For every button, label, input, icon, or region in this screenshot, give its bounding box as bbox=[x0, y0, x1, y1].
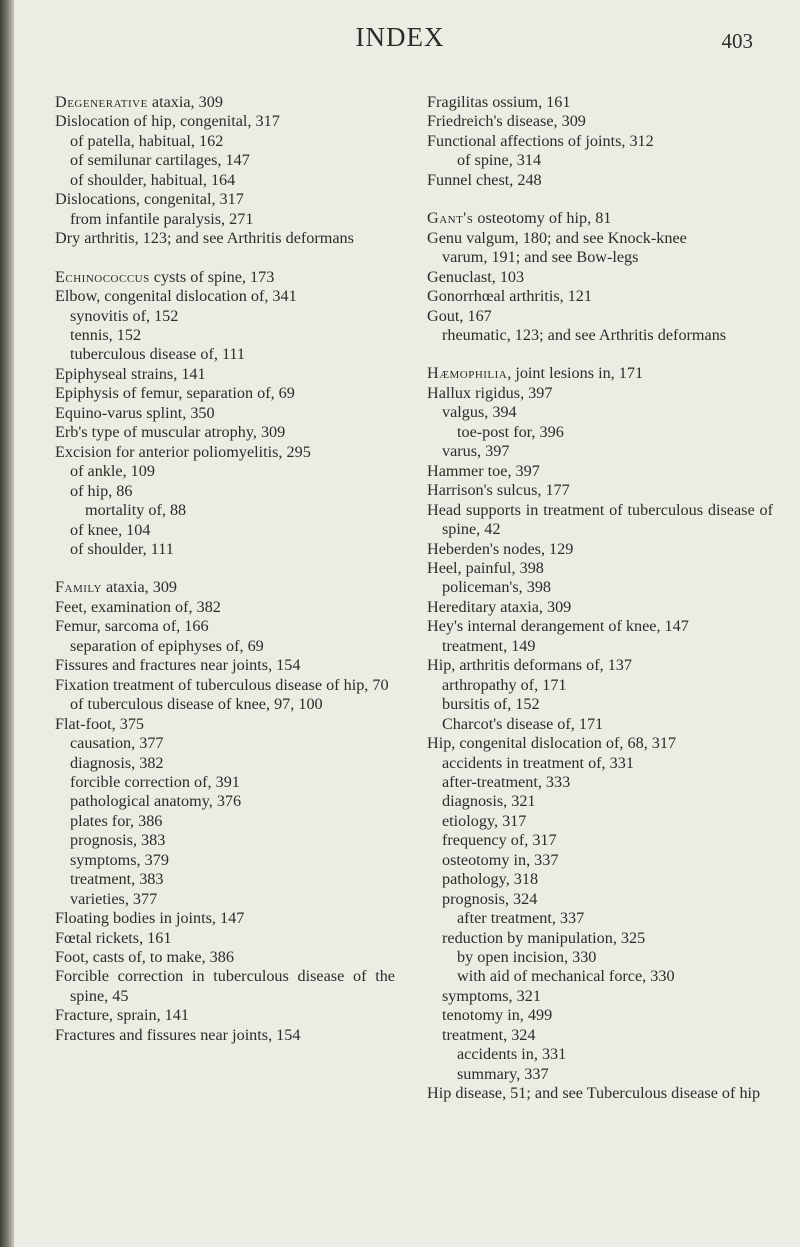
index-column-left bbox=[55, 93, 395, 1045]
index-entry bbox=[55, 812, 395, 831]
index-entry-text: Gout, 167 bbox=[427, 306, 492, 325]
index-entry bbox=[427, 1084, 773, 1103]
page-header bbox=[0, 22, 800, 62]
index-entry bbox=[427, 307, 773, 326]
index-entry-text: Hallux rigidus, 397 bbox=[427, 383, 553, 402]
index-entry-text: Floating bodies in joints, 147 bbox=[55, 909, 245, 928]
index-entry-text: Hip, arthritis deformans of, 137 bbox=[427, 656, 632, 675]
index-entry bbox=[55, 637, 395, 656]
index-entry-text: with aid of mechanical force, 330 bbox=[457, 967, 675, 986]
index-entry-text: diagnosis, 321 bbox=[442, 792, 536, 811]
index-entry bbox=[55, 268, 395, 287]
index-entry-text: Functional affections of joints, 312 bbox=[427, 131, 654, 150]
index-entry bbox=[427, 326, 773, 345]
index-entry-text: varieties, 377 bbox=[70, 889, 158, 908]
index-entry bbox=[427, 851, 773, 870]
index-entry bbox=[55, 229, 395, 248]
index-entry bbox=[55, 792, 395, 811]
index-entry-text: accidents in, 331 bbox=[457, 1045, 567, 1064]
page-number: 403 bbox=[721, 29, 753, 53]
index-entry-lead-word: Hæmophilia bbox=[427, 364, 508, 383]
index-entry bbox=[55, 715, 395, 734]
index-entry bbox=[55, 540, 395, 559]
index-entry bbox=[427, 1045, 773, 1064]
index-entry-text: Dry arthritis, 123; and see Arthritis deformans bbox=[55, 229, 354, 248]
index-entry bbox=[427, 637, 773, 656]
index-entry-text: of semilunar cartilages, 147 bbox=[70, 151, 250, 170]
index-entry-text: of hip, 86 bbox=[70, 481, 133, 500]
index-entry-text: Head supports in treatment of tuberculous disease of spine, 42 bbox=[427, 500, 773, 539]
index-entry-text: Elbow, congenital dislocation of, 341 bbox=[55, 287, 297, 306]
index-entry bbox=[427, 209, 773, 228]
index-entry-text: etiology, 317 bbox=[442, 811, 527, 830]
index-entry bbox=[427, 792, 773, 811]
index-entry bbox=[55, 929, 395, 948]
index-entry-text: after treatment, 337 bbox=[457, 909, 585, 928]
index-entry bbox=[427, 870, 773, 889]
index-entry bbox=[427, 909, 773, 928]
index-entry bbox=[55, 521, 395, 540]
index-entry bbox=[427, 967, 773, 986]
index-entry bbox=[55, 754, 395, 773]
index-entry bbox=[55, 773, 395, 792]
index-entry bbox=[55, 695, 395, 714]
index-entry bbox=[55, 93, 395, 112]
index-entry-text: cysts of spine, 173 bbox=[149, 267, 275, 286]
index-entry bbox=[55, 171, 395, 190]
index-entry-text: frequency of, 317 bbox=[442, 831, 557, 850]
index-entry bbox=[427, 1006, 773, 1025]
index-entry bbox=[427, 676, 773, 695]
index-entry bbox=[55, 851, 395, 870]
index-entry bbox=[427, 559, 773, 578]
index-entry bbox=[427, 987, 773, 1006]
index-entry-text: synovitis of, 152 bbox=[70, 306, 179, 325]
index-entry-text: of shoulder, habitual, 164 bbox=[70, 170, 236, 189]
index-entry bbox=[55, 890, 395, 909]
index-entry-text: Feet, examination of, 382 bbox=[55, 597, 221, 616]
index-entry-text: Epiphyseal strains, 141 bbox=[55, 364, 206, 383]
index-entry bbox=[427, 578, 773, 597]
index-entry-text: symptoms, 379 bbox=[70, 850, 169, 869]
index-entry bbox=[427, 598, 773, 617]
index-entry bbox=[427, 384, 773, 403]
index-entry bbox=[55, 656, 395, 675]
index-entry-text: Hip disease, 51; and see Tuberculous disease of hip bbox=[427, 1084, 761, 1103]
index-entry-text: tuberculous disease of, 111 bbox=[70, 345, 246, 364]
index-entry bbox=[427, 403, 773, 422]
index-entry-text: of patella, habitual, 162 bbox=[70, 131, 224, 150]
index-column-right bbox=[427, 93, 773, 1104]
index-entry bbox=[55, 734, 395, 753]
index-entry-text: Hereditary ataxia, 309 bbox=[427, 597, 572, 616]
index-entry-text: separation of epiphyses of, 69 bbox=[70, 636, 264, 655]
index-entry-text: causation, 377 bbox=[70, 734, 164, 753]
index-entry-text: , joint lesions in, 171 bbox=[507, 364, 644, 383]
index-entry-text: ataxia, 309 bbox=[101, 578, 178, 597]
index-entry bbox=[427, 248, 773, 267]
index-entry bbox=[55, 1026, 395, 1045]
index-entry bbox=[427, 734, 773, 753]
index-entry bbox=[55, 190, 395, 209]
index-entry bbox=[55, 384, 395, 403]
index-entry bbox=[427, 481, 773, 500]
index-entry-text: Heberden's nodes, 129 bbox=[427, 539, 574, 558]
index-entry-text: of knee, 104 bbox=[70, 520, 151, 539]
index-entry-text: tenotomy in, 499 bbox=[442, 1006, 553, 1025]
index-entry bbox=[55, 967, 395, 1006]
index-entry-text: prognosis, 383 bbox=[70, 831, 166, 850]
index-entry-text: tennis, 152 bbox=[70, 325, 142, 344]
index-entry bbox=[427, 423, 773, 442]
index-entry-text: accidents in treatment of, 331 bbox=[442, 753, 634, 772]
index-entry-text: reduction by manipulation, 325 bbox=[442, 928, 646, 947]
index-entry-text: Charcot's disease of, 171 bbox=[442, 714, 604, 733]
index-entry bbox=[427, 695, 773, 714]
index-entry bbox=[427, 442, 773, 461]
index-entry-text: treatment, 383 bbox=[70, 870, 164, 889]
index-entry-text: Equino-varus splint, 350 bbox=[55, 403, 215, 422]
index-entry-text: Epiphysis of femur, separation of, 69 bbox=[55, 384, 295, 403]
book-binding-edge bbox=[0, 0, 14, 1247]
index-entry bbox=[427, 754, 773, 773]
index-entry-lead-word: Gant's bbox=[427, 209, 474, 228]
index-entry-text: Dislocation of hip, congenital, 317 bbox=[55, 112, 280, 131]
index-entry bbox=[427, 229, 773, 248]
index-entry-text: varum, 191; and see Bow-legs bbox=[442, 248, 639, 267]
index-entry bbox=[55, 1006, 395, 1025]
index-entry-text: forcible correction of, 391 bbox=[70, 772, 240, 791]
index-entry bbox=[55, 112, 395, 131]
index-entry-text: policeman's, 398 bbox=[442, 578, 552, 597]
index-entry bbox=[55, 831, 395, 850]
index-entry-lead-word: Family bbox=[55, 578, 102, 597]
index-entry-text: of tuberculous disease of knee, 97, 100 bbox=[70, 695, 323, 714]
index-entry bbox=[55, 210, 395, 229]
index-entry bbox=[427, 773, 773, 792]
index-entry-text: summary, 337 bbox=[457, 1064, 549, 1083]
index-entry-text: Hey's internal derangement of knee, 147 bbox=[427, 617, 689, 636]
index-entry-text: Foot, casts of, to make, 386 bbox=[55, 948, 234, 967]
index-entry bbox=[427, 268, 773, 287]
index-entry bbox=[55, 617, 395, 636]
index-entry-text: of shoulder, 111 bbox=[70, 539, 174, 558]
index-entry-text: Gonorrhœal arthritis, 121 bbox=[427, 287, 592, 306]
index-entry bbox=[55, 443, 395, 462]
index-entry-text: of spine, 314 bbox=[457, 151, 542, 170]
index-entry-text: Funnel chest, 248 bbox=[427, 170, 542, 189]
index-entry-text: Fissures and fractures near joints, 154 bbox=[55, 656, 301, 675]
index-entry-text: of ankle, 109 bbox=[70, 462, 155, 481]
index-entry bbox=[427, 364, 773, 383]
index-entry-text: ataxia, 309 bbox=[147, 93, 223, 111]
index-entry bbox=[427, 812, 773, 831]
index-entry-text: varus, 397 bbox=[442, 442, 510, 461]
index-entry bbox=[55, 423, 395, 442]
index-entry-text: Flat-foot, 375 bbox=[55, 714, 145, 733]
index-entry bbox=[55, 365, 395, 384]
index-entry-text: pathological anatomy, 376 bbox=[70, 792, 242, 811]
index-entry-text: bursitis of, 152 bbox=[442, 695, 540, 714]
index-entry-text: Dislocations, congenital, 317 bbox=[55, 190, 244, 209]
index-entry-text: Fragilitas ossium, 161 bbox=[427, 93, 571, 111]
index-entry-lead-word: Degenerative bbox=[55, 93, 148, 111]
index-entry-text: arthropathy of, 171 bbox=[442, 675, 567, 694]
index-entry-text: Erb's type of muscular atrophy, 309 bbox=[55, 423, 286, 442]
index-entry bbox=[427, 171, 773, 190]
index-entry bbox=[55, 676, 395, 695]
running-title: INDEX bbox=[355, 22, 445, 52]
index-entry bbox=[427, 1065, 773, 1084]
index-entry bbox=[427, 540, 773, 559]
index-entry-text: mortality of, 88 bbox=[85, 501, 187, 520]
index-entry bbox=[55, 501, 395, 520]
index-entry bbox=[427, 831, 773, 850]
index-entry-text: Hip, congenital dislocation of, 68, 317 bbox=[427, 734, 677, 753]
index-entry-text: from infantile paralysis, 271 bbox=[70, 209, 254, 228]
index-entry bbox=[427, 656, 773, 675]
index-entry-text: osteotomy in, 337 bbox=[442, 850, 559, 869]
index-entry bbox=[55, 287, 395, 306]
index-entry-text: toe-post for, 396 bbox=[457, 422, 564, 441]
index-entry bbox=[427, 890, 773, 909]
index-entry bbox=[427, 287, 773, 306]
index-entry-text: Genu valgum, 180; and see Knock-knee bbox=[427, 228, 687, 247]
index-entry-text: Fractures and fissures near joints, 154 bbox=[55, 1025, 301, 1044]
index-entry-text: pathology, 318 bbox=[442, 870, 539, 889]
index-entry bbox=[55, 578, 395, 597]
index-entry bbox=[55, 151, 395, 170]
index-entry bbox=[427, 948, 773, 967]
index-entry bbox=[55, 132, 395, 151]
index-entry bbox=[427, 151, 773, 170]
index-entry-text: Excision for anterior poliomyelitis, 295 bbox=[55, 442, 311, 461]
index-entry-text: Fœtal rickets, 161 bbox=[55, 928, 172, 947]
index-entry-text: Hammer toe, 397 bbox=[427, 461, 540, 480]
index-entry-text: Forcible correction in tuberculous disease of the spine, 45 bbox=[55, 967, 395, 1005]
index-entry-text: Friedreich's disease, 309 bbox=[427, 112, 586, 131]
index-entry bbox=[55, 870, 395, 889]
index-entry bbox=[55, 462, 395, 481]
index-entry-text: by open incision, 330 bbox=[457, 948, 597, 967]
index-entry bbox=[427, 462, 773, 481]
index-entry-text: treatment, 324 bbox=[442, 1025, 536, 1044]
index-entry bbox=[55, 948, 395, 967]
index-entry bbox=[55, 404, 395, 423]
index-entry bbox=[55, 345, 395, 364]
index-entry bbox=[55, 598, 395, 617]
index-entry bbox=[55, 482, 395, 501]
index-entry bbox=[427, 112, 773, 131]
index-entry bbox=[55, 326, 395, 345]
index-entry-text: treatment, 149 bbox=[442, 636, 536, 655]
index-entry-text: Fixation treatment of tuberculous disease of hip, 70 bbox=[55, 675, 389, 694]
index-entry bbox=[427, 929, 773, 948]
index-entry-text: prognosis, 324 bbox=[442, 889, 538, 908]
index-entry-lead-word: Echinococcus bbox=[55, 267, 150, 286]
index-entry-text: osteotomy of hip, 81 bbox=[473, 209, 612, 228]
index-entry bbox=[55, 307, 395, 326]
index-entry-text: rheumatic, 123; and see Arthritis deformans bbox=[442, 325, 727, 344]
index-entry bbox=[427, 1026, 773, 1045]
index-entry-text: Femur, sarcoma of, 166 bbox=[55, 617, 209, 636]
index-entry-text: symptoms, 321 bbox=[442, 986, 541, 1005]
index-entry bbox=[55, 909, 395, 928]
index-entry-text: diagnosis, 382 bbox=[70, 753, 164, 772]
index-entry-text: Harrison's sulcus, 177 bbox=[427, 481, 570, 500]
index-entry-text: Fracture, sprain, 141 bbox=[55, 1006, 189, 1025]
index-entry bbox=[427, 501, 773, 540]
index-entry-text: after-treatment, 333 bbox=[442, 772, 571, 791]
index-entry-text: Genuclast, 103 bbox=[427, 267, 525, 286]
index-entry bbox=[427, 93, 773, 112]
index-entry-text: Heel, painful, 398 bbox=[427, 558, 544, 577]
index-entry-text: valgus, 394 bbox=[442, 403, 517, 422]
index-entry bbox=[427, 715, 773, 734]
index-entry bbox=[427, 132, 773, 151]
index-entry bbox=[427, 617, 773, 636]
index-entry-text: plates for, 386 bbox=[70, 811, 163, 830]
